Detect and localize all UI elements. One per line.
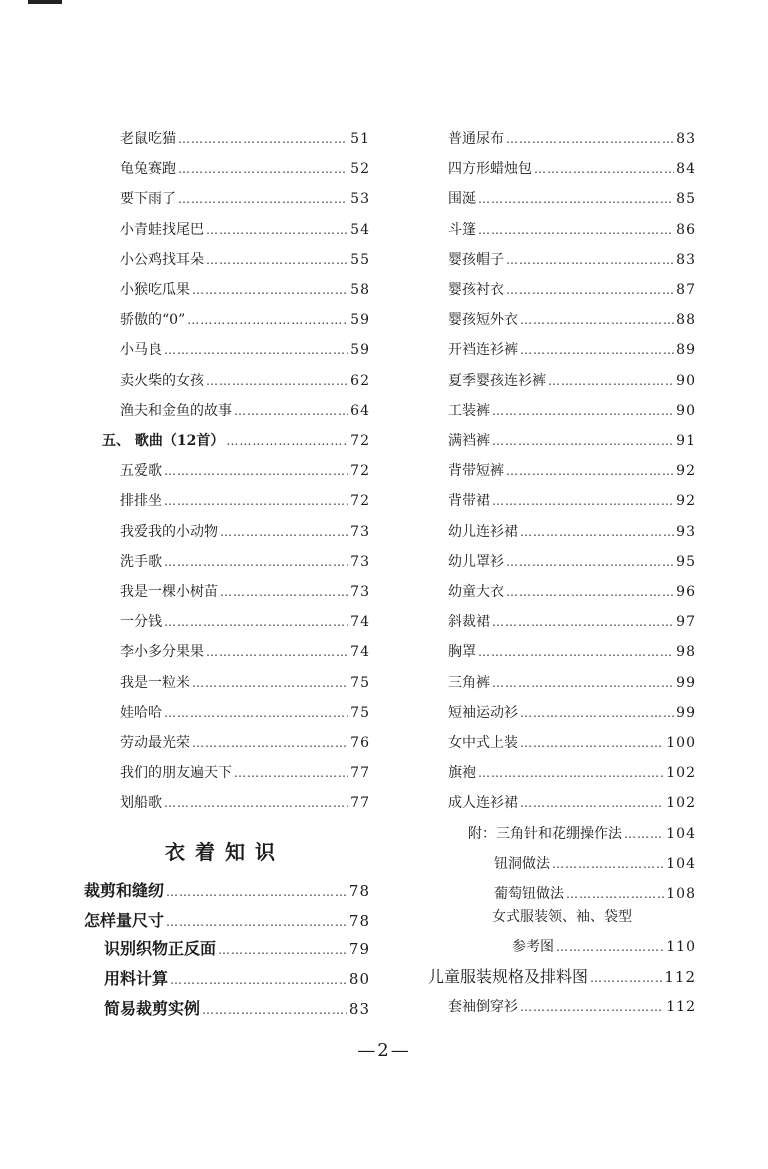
- toc-entry: [448, 611, 696, 633]
- toc-entry: [448, 249, 696, 271]
- toc-entry: [120, 581, 370, 603]
- toc-leader-dots: [548, 370, 674, 392]
- toc-leader-dots: [506, 249, 674, 271]
- toc-entry-page: 80: [348, 970, 370, 988]
- toc-entry: [448, 551, 696, 573]
- toc-leader-dots: [178, 188, 348, 210]
- toc-entry: [120, 188, 370, 210]
- toc-leader-dots: [192, 732, 348, 754]
- toc-entry-page: 77: [350, 765, 370, 782]
- toc-entry-page: 83: [348, 1000, 370, 1018]
- toc-entry-title: 一分钱: [120, 614, 162, 631]
- toc-entry-page: 72: [350, 463, 370, 480]
- toc-entry-page: 89: [676, 342, 696, 359]
- toc-entry: [448, 672, 696, 694]
- toc-leader-dots: [478, 641, 674, 663]
- toc-entry: [512, 936, 696, 958]
- toc-entry: [448, 702, 696, 724]
- toc-entry: [448, 490, 696, 512]
- toc-entry: [120, 672, 370, 694]
- toc-entry-page: 90: [676, 372, 696, 389]
- toc-entry-title: 婴孩衬衣: [448, 282, 504, 298]
- toc-entry-title: 娃哈哈: [120, 704, 162, 721]
- toc-entry-page: 112: [664, 968, 696, 986]
- toc-entry-page: 93: [676, 523, 696, 540]
- toc-entry: [448, 996, 696, 1018]
- toc-entry: [448, 430, 696, 452]
- toc-entry: [448, 188, 696, 210]
- toc-entry-page: 104: [666, 855, 696, 872]
- toc-entry-title: 怎样量尺寸: [84, 911, 165, 930]
- toc-entry-page: 55: [350, 251, 370, 268]
- toc-leader-dots: [170, 969, 347, 991]
- toc-entry-page: 112: [666, 999, 696, 1015]
- toc-entry-page: 92: [676, 493, 696, 510]
- toc-entry-page: 102: [666, 765, 696, 782]
- toc-leader-dots: [590, 967, 662, 989]
- toc-entry-title: 成人连衫裙: [448, 795, 518, 812]
- toc-entry-page: 92: [676, 463, 696, 480]
- toc-entry-page: 76: [350, 735, 370, 751]
- toc-leader-dots: [520, 996, 664, 1018]
- toc-entry: [84, 880, 370, 902]
- toc-entry: [448, 641, 696, 663]
- toc-entry-title: 斜裁裙: [448, 614, 490, 631]
- toc-entry-title: 劳动最光荣: [120, 735, 190, 751]
- toc-entry-title: 我爱我的小动物: [120, 523, 218, 540]
- toc-entry-page: 64: [350, 402, 370, 419]
- toc-entry-page: 88: [676, 312, 696, 329]
- toc-leader-dots: [220, 581, 348, 603]
- toc-entry-page: 75: [350, 674, 370, 691]
- toc-entry: [84, 910, 370, 932]
- toc-entry: [120, 732, 370, 754]
- toc-entry: [448, 219, 696, 241]
- toc-leader-dots: [492, 672, 674, 694]
- toc-leader-dots: [534, 158, 674, 180]
- scan-mark: [28, 0, 62, 4]
- page-number: —2—: [357, 1040, 411, 1061]
- toc-entry: [120, 551, 370, 573]
- toc-entry-title: 要下雨了: [120, 191, 176, 208]
- toc-entry: [448, 521, 696, 543]
- toc-entry-page: 75: [350, 704, 370, 721]
- toc-right-subheading: 女式服装领、袖、袋型: [492, 909, 632, 925]
- toc-entry-page: 53: [350, 191, 370, 208]
- toc-entry: [120, 158, 370, 180]
- toc-entry-page: 85: [676, 191, 696, 208]
- toc-entry: [120, 128, 370, 150]
- toc-entry-page: 72: [350, 493, 370, 510]
- toc-leader-dots: [492, 430, 674, 452]
- toc-entry-page: 74: [350, 644, 370, 661]
- toc-entry-title: 背带裙: [448, 493, 490, 510]
- toc-entry-title: 背带短裤: [448, 463, 504, 480]
- toc-entry-title: 幼儿罩衫: [448, 553, 504, 570]
- toc-entry: [448, 762, 696, 784]
- toc-entry: [448, 370, 696, 392]
- toc-leader-dots: [566, 883, 664, 905]
- toc-entry: [120, 641, 370, 663]
- toc-entry-title: 满裆裤: [448, 433, 490, 449]
- toc-entry: [120, 792, 370, 814]
- toc-entry: [448, 460, 696, 482]
- toc-entry-page: 73: [350, 584, 370, 600]
- toc-entry-title: 夏季婴孩连衫裤: [448, 372, 546, 389]
- toc-entry-title: 排排坐: [120, 493, 162, 510]
- toc-leader-dots: [164, 490, 348, 512]
- toc-entry-title: 卖火柴的女孩: [120, 372, 204, 389]
- toc-entry: [120, 762, 370, 784]
- toc-leader-dots: [206, 641, 348, 663]
- toc-entry-page: 87: [676, 282, 696, 298]
- toc-leader-dots: [164, 611, 348, 633]
- toc-leader-dots: [192, 672, 348, 694]
- toc-leader-dots: [556, 936, 664, 958]
- toc-entry: [448, 279, 696, 301]
- toc-entry: [102, 430, 370, 452]
- toc-leader-dots: [178, 158, 348, 180]
- toc-entry-title: 开裆连衫裤: [448, 342, 518, 359]
- toc-leader-dots: [478, 219, 674, 241]
- toc-leader-dots: [164, 339, 348, 361]
- toc-leader-dots: [506, 279, 674, 301]
- toc-leader-dots: [506, 128, 674, 150]
- toc-entry: [120, 702, 370, 724]
- toc-leader-dots: [206, 370, 348, 392]
- toc-entry-title: 斗篷: [448, 221, 476, 238]
- toc-entry-page: 84: [676, 161, 696, 178]
- toc-entry-page: 79: [348, 940, 370, 958]
- toc-leader-dots: [520, 792, 664, 814]
- toc-entry: [120, 521, 370, 543]
- toc-entry-title: 李小多分果果: [120, 644, 204, 661]
- toc-entry-page: 78: [348, 912, 370, 930]
- toc-entry: [428, 966, 696, 988]
- toc-entry-title: 骄傲的“0”: [120, 312, 186, 329]
- toc-leader-dots: [506, 581, 674, 603]
- toc-entry: [448, 400, 696, 422]
- toc-leader-dots: [552, 853, 664, 875]
- toc-entry: [448, 158, 696, 180]
- toc-entry: [120, 490, 370, 512]
- toc-entry-page: 99: [676, 674, 696, 691]
- toc-entry-title: 普通尿布: [448, 131, 504, 147]
- toc-entry-title: 钮洞做法: [494, 855, 550, 872]
- toc-entry-page: 59: [350, 312, 370, 329]
- toc-leader-dots: [492, 490, 674, 512]
- toc-entry: [448, 339, 696, 361]
- toc-entry: [448, 581, 696, 603]
- toc-leader-dots: [164, 551, 348, 573]
- toc-entry-title: 用料计算: [104, 969, 169, 988]
- toc-entry-title: 胸罩: [448, 644, 476, 661]
- toc-entry-page: 51: [350, 131, 370, 147]
- toc-leader-dots: [226, 430, 348, 452]
- toc-entry: [120, 219, 370, 241]
- toc-leader-dots: [520, 732, 664, 754]
- toc-entry-title: 工装裤: [448, 402, 490, 419]
- toc-entry-title: 套袖倒穿衫: [448, 999, 518, 1015]
- toc-entry: [104, 998, 370, 1020]
- toc-entry-page: 72: [350, 433, 370, 449]
- toc-leader-dots: [506, 460, 674, 482]
- toc-entry-title: 幼童大衣: [448, 584, 504, 600]
- toc-entry-page: 98: [676, 644, 696, 661]
- toc-entry-page: 99: [676, 704, 696, 721]
- toc-entry: [448, 128, 696, 150]
- toc-leader-dots: [520, 521, 674, 543]
- toc-entry-page: 62: [350, 372, 370, 389]
- toc-entry: [494, 883, 696, 905]
- toc-entry-title: 龟兔赛跑: [120, 161, 176, 178]
- toc-entry: [448, 732, 696, 754]
- toc-entry-page: 73: [350, 553, 370, 570]
- toc-leader-dots: [520, 702, 674, 724]
- toc-entry-title: 三角裤: [448, 674, 490, 691]
- toc-leader-dots: [492, 400, 674, 422]
- toc-entry: [120, 339, 370, 361]
- toc-leader-dots: [187, 309, 348, 331]
- toc-entry-page: 54: [350, 221, 370, 238]
- toc-entry-page: 58: [350, 282, 370, 298]
- toc-entry-title: 幼儿连衫裙: [448, 523, 518, 540]
- toc-entry: [120, 460, 370, 482]
- toc-leader-dots: [164, 792, 348, 814]
- toc-entry-page: 74: [350, 614, 370, 631]
- toc-entry-title: 婴孩帽子: [448, 251, 504, 268]
- toc-entry: [120, 249, 370, 271]
- toc-entry-title: 女中式上装: [448, 735, 518, 751]
- toc-entry-title: 划船歌: [120, 795, 162, 812]
- toc-entry-page: 59: [350, 342, 370, 359]
- toc-leader-dots: [202, 999, 347, 1021]
- toc-entry-page: 52: [350, 161, 370, 178]
- toc-entry-title: 小猴吃瓜果: [120, 282, 190, 298]
- toc-entry-page: 108: [666, 886, 696, 902]
- toc-leader-dots: [192, 279, 348, 301]
- toc-entry-title: 围涎: [448, 191, 476, 208]
- toc-entry-page: 78: [348, 882, 370, 900]
- toc-entry-page: 83: [676, 131, 696, 147]
- toc-entry-page: 86: [676, 221, 696, 238]
- toc-entry-title: 五、 歌曲（12首）: [102, 433, 225, 449]
- toc-entry-title: 洗手歌: [120, 553, 162, 570]
- toc-leader-dots: [234, 400, 348, 422]
- toc-entry-page: 73: [350, 523, 370, 540]
- toc-entry: [120, 400, 370, 422]
- toc-entry: [104, 938, 370, 960]
- toc-entry: [468, 823, 696, 845]
- toc-entry-title: 老鼠吃猫: [120, 131, 176, 147]
- toc-entry-title: 四方形蜡烛包: [448, 161, 532, 178]
- toc-entry: [448, 792, 696, 814]
- toc-entry-page: 95: [676, 553, 696, 570]
- toc-entry-page: 96: [676, 584, 696, 600]
- toc-entry-page: 90: [676, 402, 696, 419]
- toc-entry-page: 100: [666, 735, 696, 751]
- toc-entry-title: 我是一棵小树苗: [120, 584, 218, 600]
- toc-leader-dots: [234, 762, 348, 784]
- toc-entry: [120, 370, 370, 392]
- toc-entry: [120, 611, 370, 633]
- toc-entry-page: 77: [350, 795, 370, 812]
- toc-entry: [494, 853, 696, 875]
- toc-entry-title: 婴孩短外衣: [448, 312, 518, 329]
- toc-leader-dots: [166, 911, 347, 933]
- toc-entry-page: 97: [676, 614, 696, 631]
- toc-leader-dots: [206, 219, 348, 241]
- toc-entry-title: 我是一粒米: [120, 674, 190, 691]
- toc-entry-page: 104: [666, 825, 696, 842]
- toc-entry-page: 83: [676, 251, 696, 268]
- toc-entry: [120, 309, 370, 331]
- toc-leader-dots: [520, 339, 674, 361]
- toc-entry-title: 我们的朋友遍天下: [120, 765, 232, 782]
- toc-entry-title: 附：三角针和花绷操作法: [468, 825, 622, 842]
- toc-entry-title: 渔夫和金鱼的故事: [120, 402, 232, 419]
- toc-entry-title: 旗袍: [448, 765, 476, 782]
- toc-leader-dots: [492, 611, 674, 633]
- toc-leader-dots: [178, 128, 348, 150]
- toc-entry: [120, 279, 370, 301]
- toc-leader-dots: [218, 939, 347, 961]
- toc-leader-dots: [478, 762, 664, 784]
- toc-entry-title: 参考图: [512, 939, 554, 955]
- toc-leader-dots: [520, 309, 674, 331]
- toc-leader-dots: [164, 460, 348, 482]
- toc-entry-page: 110: [666, 939, 696, 955]
- toc-entry-title: 五爱歌: [120, 463, 162, 480]
- toc-entry-title: 短袖运动衫: [448, 704, 518, 721]
- toc-entry-title: 识别织物正反面: [104, 939, 217, 958]
- toc-entry-title: 儿童服装规格及排料图: [428, 967, 589, 986]
- toc-entry-title: 简易裁剪实例: [104, 999, 201, 1018]
- toc-entry-title: 小公鸡找耳朵: [120, 251, 204, 268]
- toc-leader-dots: [624, 823, 664, 845]
- toc-entry-title: 小马良: [120, 342, 162, 359]
- toc-entry-title: 葡萄钮做法: [494, 886, 564, 902]
- toc-leader-dots: [220, 521, 348, 543]
- toc-leader-dots: [206, 249, 348, 271]
- toc-entry: [448, 309, 696, 331]
- toc-entry-title: 裁剪和缝纫: [84, 881, 165, 900]
- toc-leader-dots: [506, 551, 674, 573]
- toc-entry-page: 102: [666, 795, 696, 812]
- toc-leader-dots: [166, 881, 347, 903]
- toc-entry-page: 91: [676, 433, 696, 449]
- toc-leader-dots: [478, 188, 674, 210]
- section-heading: 衣着知识: [165, 840, 285, 864]
- toc-entry-title: 小青蛙找尾巴: [120, 221, 204, 238]
- toc-leader-dots: [164, 702, 348, 724]
- toc-entry: [104, 968, 370, 990]
